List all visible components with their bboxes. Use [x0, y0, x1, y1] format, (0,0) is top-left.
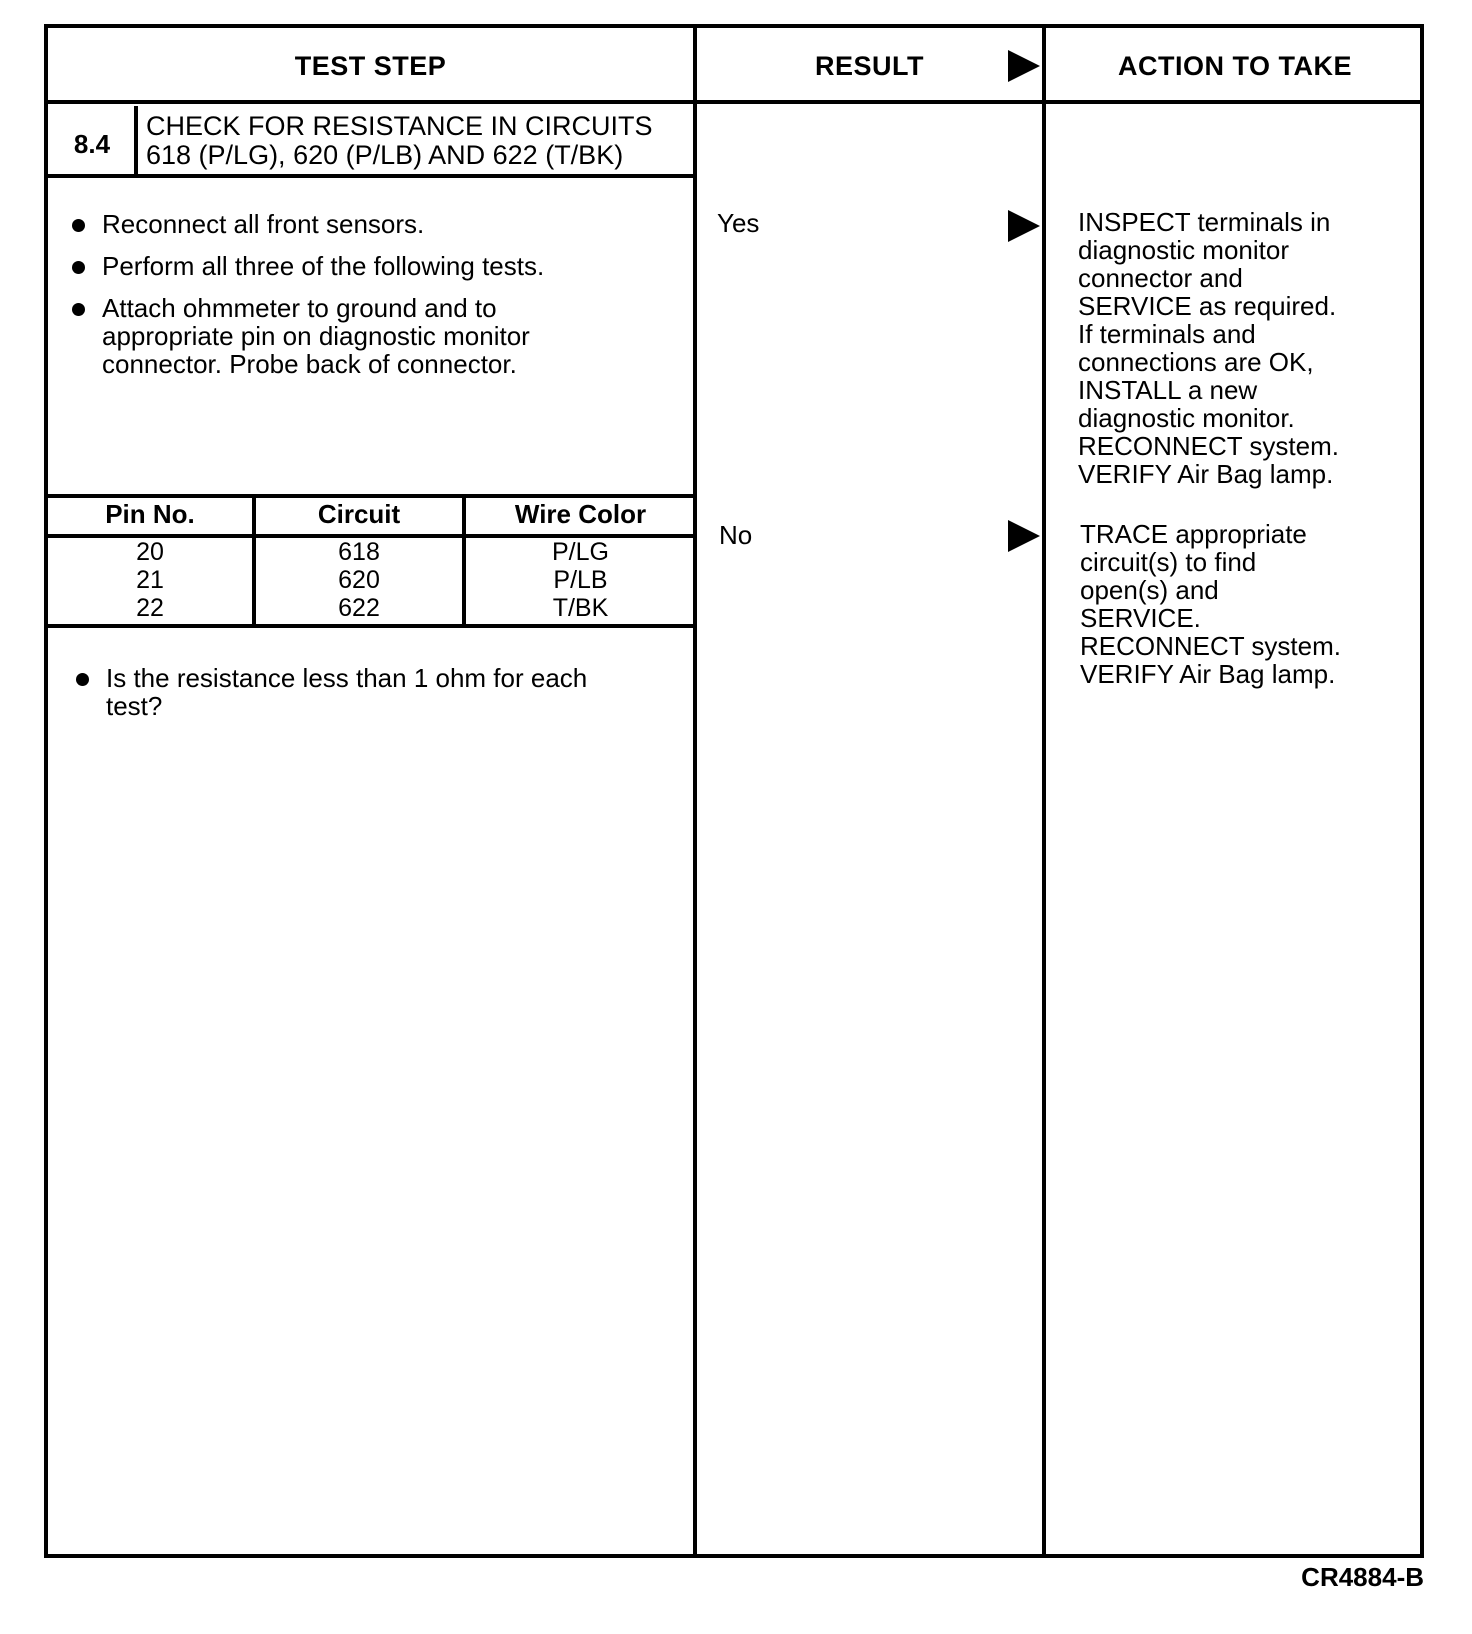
column-divider-result — [1042, 28, 1046, 1554]
step-heading-divider — [48, 174, 697, 178]
step-number: 8.4 — [73, 128, 111, 159]
color-cell: P/LB — [553, 566, 608, 594]
pin-cell: 21 — [136, 566, 164, 594]
action-yes-line: connections are OK, — [1078, 347, 1314, 377]
column-divider-test-step — [693, 28, 697, 1554]
action-no-line: SERVICE. — [1080, 603, 1201, 633]
color-cell: T/BK — [552, 594, 609, 622]
header-action: ACTION TO TAKE — [1118, 50, 1352, 81]
pin-table-header-color: Wire Color — [514, 498, 647, 529]
header-test-step: TEST STEP — [294, 50, 447, 81]
pin-cell: 20 — [136, 538, 164, 566]
instruction-list — [68, 210, 668, 392]
action-yes-line: If terminals and — [1078, 319, 1256, 349]
circuit-cell: 618 — [338, 538, 380, 566]
color-column — [466, 538, 695, 622]
pin-table-bottom-rule — [48, 624, 695, 628]
pin-table-header-pin: Pin No. — [105, 498, 195, 529]
result-no-arrow-icon — [1008, 520, 1040, 552]
step-title-line-1: CHECK FOR RESISTANCE IN CIRCUITS — [146, 111, 653, 141]
instruction-item: Perform all three of the following tests. — [68, 252, 668, 280]
result-yes: Yes — [717, 208, 760, 238]
pin-table-header-circuit: Circuit — [317, 498, 401, 529]
step-heading — [48, 106, 693, 182]
action-yes — [1078, 208, 1378, 488]
action-yes-line: VERIFY Air Bag lamp. — [1078, 459, 1334, 489]
header-arrow-icon — [1008, 50, 1040, 82]
action-no — [1080, 520, 1380, 688]
action-yes-line: diagnostic monitor. — [1078, 403, 1295, 433]
pin-column — [48, 538, 252, 622]
action-no-line: circuit(s) to find — [1080, 547, 1257, 577]
question-item: Is the resistance less than 1 ohm for each test? — [72, 664, 632, 720]
action-yes-line: diagnostic monitor — [1078, 235, 1289, 265]
step-title — [146, 112, 691, 170]
result-no: No — [719, 520, 753, 550]
circuit-cell: 622 — [338, 594, 380, 622]
circuit-column — [256, 538, 462, 622]
result-yes-arrow-icon — [1008, 210, 1040, 242]
pin-cell: 22 — [136, 594, 164, 622]
instruction-item: Reconnect all front sensors. — [68, 210, 668, 238]
circuit-cell: 620 — [338, 566, 380, 594]
action-no-line: open(s) and — [1080, 575, 1219, 605]
instruction-item: Attach ohmmeter to ground and to appropriate pin on diagnostic monitor connector. Probe back of connector. — [68, 294, 572, 378]
question-list — [72, 664, 632, 734]
action-no-line: VERIFY Air Bag lamp. — [1080, 659, 1336, 689]
step-title-line-2: 618 (P/LG), 620 (P/LB) AND 622 (T/BK) — [146, 140, 624, 170]
action-yes-line: connector and — [1078, 263, 1243, 293]
action-yes-line: SERVICE as required. — [1078, 291, 1337, 321]
color-cell: P/LG — [552, 538, 609, 566]
header-result: RESULT — [815, 50, 924, 81]
action-no-line: TRACE appropriate — [1080, 519, 1307, 549]
action-yes-line: INSPECT terminals in — [1078, 207, 1331, 237]
action-yes-line: INSTALL a new — [1078, 375, 1258, 405]
reference-code: CR4884-B — [1301, 1562, 1424, 1592]
action-yes-line: RECONNECT system. — [1078, 431, 1339, 461]
action-no-line: RECONNECT system. — [1080, 631, 1341, 661]
diagnostic-chart — [44, 24, 1424, 1558]
